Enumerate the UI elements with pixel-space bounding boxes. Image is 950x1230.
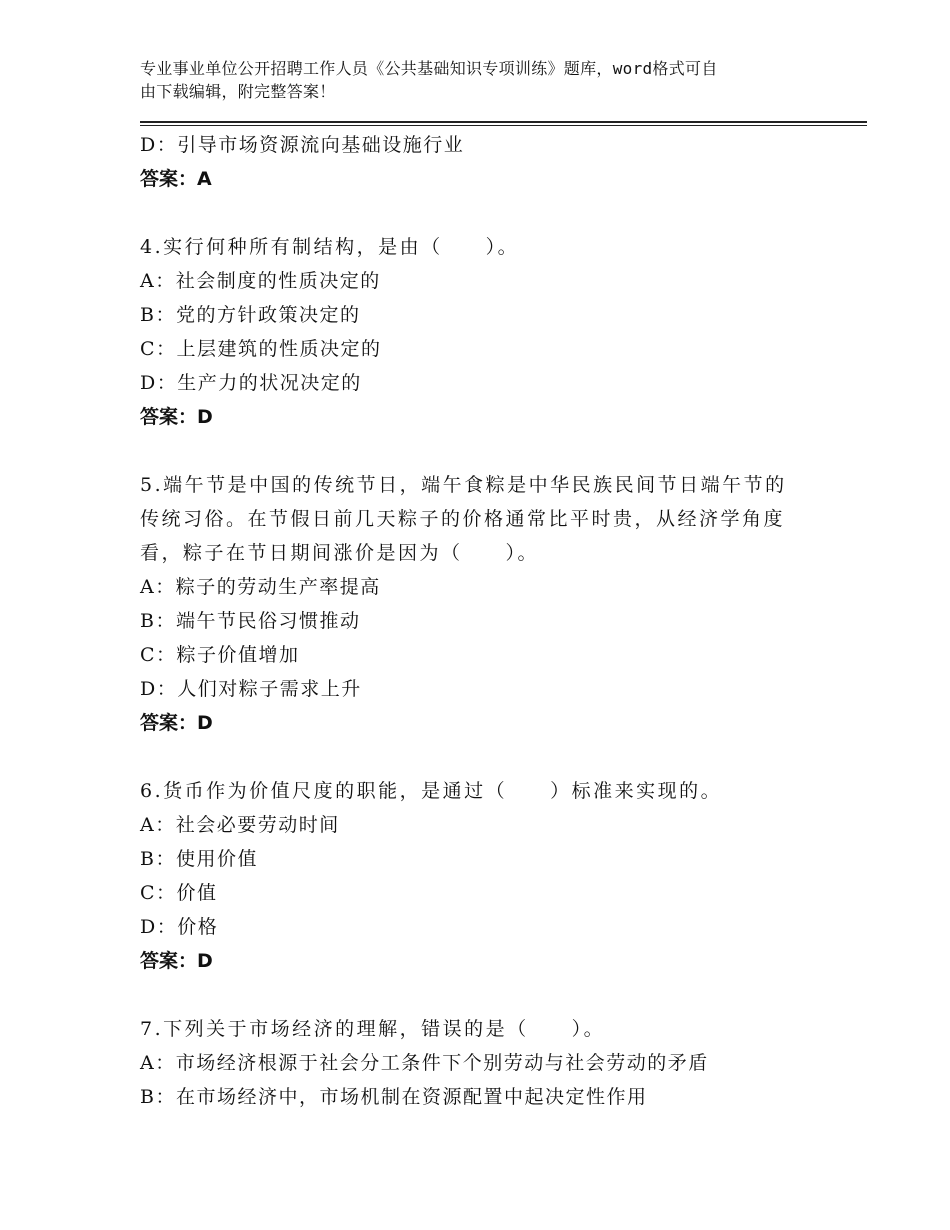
question-4-option-d: D：生产力的状况决定的 — [140, 372, 362, 394]
question-6-option-b: B：使用价值 — [140, 848, 258, 870]
question-5-stem-line-1: 5.端午节是中国的传统节日，端午食粽是中华民族民间节日端午节的 — [140, 474, 787, 496]
question-6-option-d: D：价格 — [140, 916, 219, 938]
header-rule-thick — [140, 121, 867, 123]
question-5-option-c: C：粽子价值增加 — [140, 644, 300, 666]
header-rule-thin — [140, 125, 867, 126]
document-header — [140, 57, 820, 103]
question-5-stem-line-3: 看，粽子在节日期间涨价是因为（ ）。 — [140, 542, 540, 564]
question-6-option-c: C：价值 — [140, 882, 218, 904]
question-5 — [140, 468, 840, 740]
question-5-option-d: D：人们对粽子需求上升 — [140, 678, 362, 700]
question-7-option-b: B：在市场经济中，市场机制在资源配置中起决定性作用 — [140, 1086, 648, 1108]
question-5-option-a: A：粽子的劳动生产率提高 — [140, 576, 381, 598]
option-d: D：引导市场资源流向基础设施行业 — [140, 134, 465, 156]
answer: 答案：A — [140, 168, 212, 190]
question-4-stem: 4.实行何种所有制结构，是由（ ）。 — [140, 236, 520, 258]
question-5-stem-line-2: 传统习俗。在节假日前几天粽子的价格通常比平时贵，从经济学角度 — [140, 508, 786, 530]
question-4-option-b: B：党的方针政策决定的 — [140, 304, 361, 326]
question-4-answer: 答案：D — [140, 406, 213, 428]
question-6-stem: 6.货币作为价值尺度的职能，是通过（ ）标准来实现的。 — [140, 780, 723, 802]
question-5-option-b: B：端午节民俗习惯推动 — [140, 610, 361, 632]
header-line-2: 由下载编辑，附完整答案！ — [140, 82, 336, 101]
question-6 — [140, 774, 840, 978]
question-4-option-a: A：社会制度的性质决定的 — [140, 270, 381, 292]
question-6-option-a: A：社会必要劳动时间 — [140, 814, 340, 836]
question-6-answer: 答案：D — [140, 950, 213, 972]
question-5-answer: 答案：D — [140, 712, 213, 734]
question-4-option-c: C：上层建筑的性质决定的 — [140, 338, 382, 360]
question-7-stem: 7.下列关于市场经济的理解，错误的是（ ）。 — [140, 1018, 606, 1040]
question-4 — [140, 230, 840, 434]
question-7 — [140, 1012, 840, 1114]
question-7-option-a: A：市场经济根源于社会分工条件下个别劳动与社会劳动的矛盾 — [140, 1052, 709, 1074]
header-line-1: 专业事业单位公开招聘工作人员《公共基础知识专项训练》题库，word格式可自 — [140, 59, 718, 78]
question-list — [140, 128, 840, 1114]
